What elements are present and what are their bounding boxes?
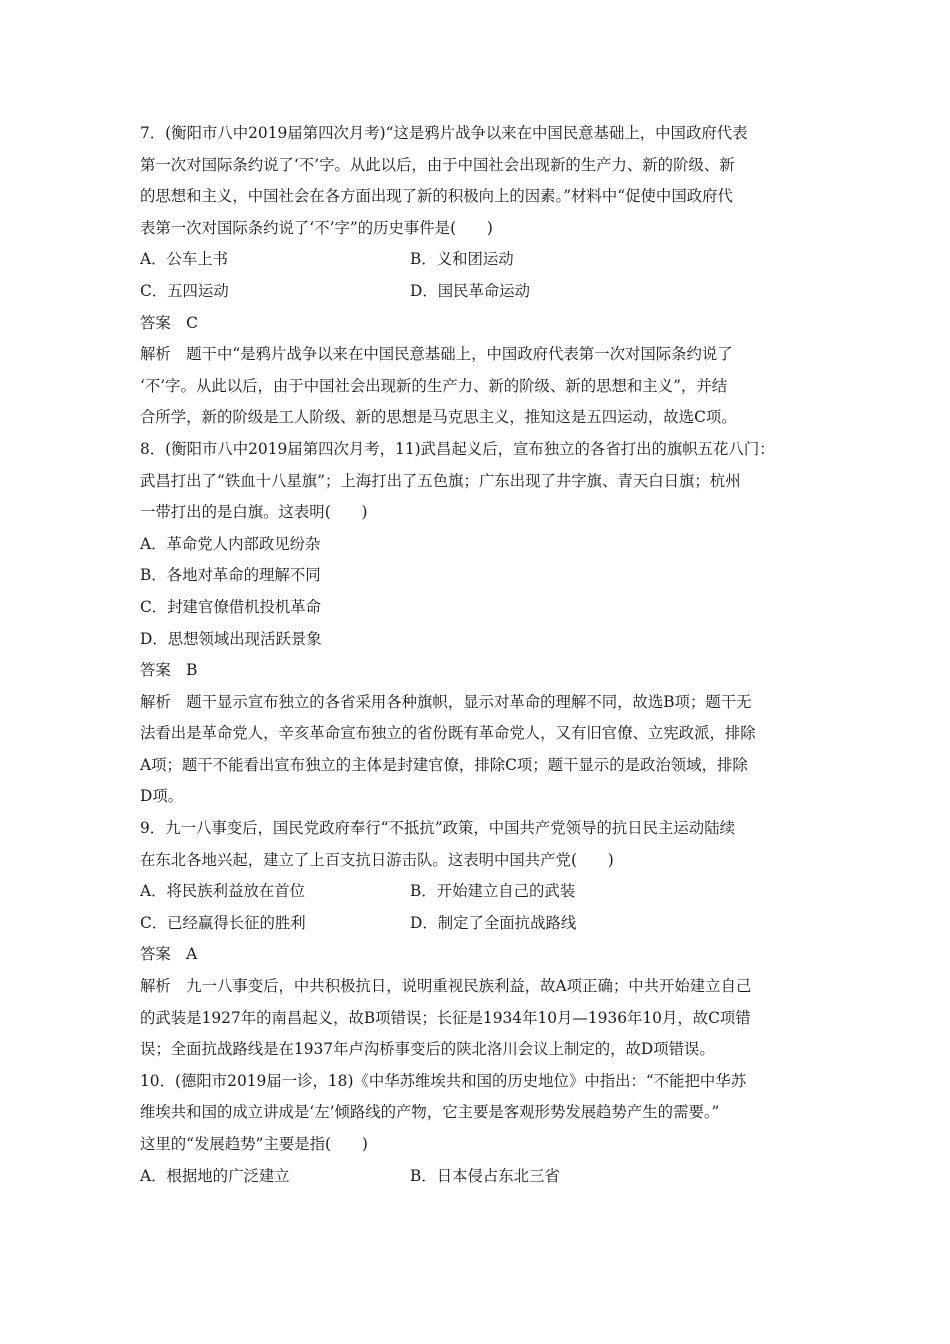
option-a: A．革命党人内部政见纷杂 <box>140 534 321 553</box>
question-stem-line: 7．(衡阳市八中2019届第四次月考)“这是鸦片战争以来在中国民意基础上，中国政府代表 <box>140 124 748 142</box>
option-c: C．五四运动 <box>140 281 229 300</box>
answer-line: 答案 C <box>140 313 198 332</box>
analysis-line: ‘不’字。从此以后，由于中国社会出现新的生产力、新的阶级、新的思想和主义”，并结 <box>140 376 728 395</box>
question-stem-line: 这里的“发展趋势”主要是指( ) <box>140 1135 368 1153</box>
analysis-line: D项。 <box>140 787 184 806</box>
option-c: C．已经赢得长征的胜利 <box>140 913 306 932</box>
question-7 <box>140 118 830 434</box>
question-stem-line: 的思想和主义，中国社会在各方面出现了新的积极向上的因素。”材料中“促使中国政府代 <box>140 187 733 206</box>
option-b: B．日本侵占东北三省 <box>410 1166 560 1185</box>
option-b: B．义和团运动 <box>410 250 514 269</box>
analysis-line: 解析 题干显示宣布独立的各省采用各种旗帜，显示对革命的理解不同，故选B项；题干无 <box>140 692 752 711</box>
analysis-line: A项；题干不能看出宣布独立的主体是封建官僚，排除C项；题干显示的是政治领域，排除 <box>140 755 748 774</box>
question-stem-line: 武昌打出了“铁血十八星旗”；上海打出了五色旗；广东出现了井字旗、青天白日旗；杭州 <box>140 471 741 490</box>
option-b: B．开始建立自己的武装 <box>410 882 576 901</box>
answer-line: 答案 B <box>140 661 198 680</box>
analysis-line: 法看出是革命党人，辛亥革命宣布独立的省份既有革命党人，又有旧官僚、立宪政派，排除 <box>140 724 756 743</box>
option-c: C．封建官僚借机投机革命 <box>140 597 322 616</box>
question-stem-line: 表第一次对国际条约说了‘不’字”的历史事件是( ) <box>140 218 493 237</box>
options-row <box>140 908 830 940</box>
options-row <box>140 276 830 308</box>
question-10 <box>140 1066 830 1192</box>
options-row <box>140 1161 830 1193</box>
question-stem-line: 10．(德阳市2019届一诊，18)《中华苏维埃共和国的历史地位》中指出：“不能把中华苏 <box>140 1071 747 1090</box>
question-stem-line: 8．(衡阳市八中2019届第四次月考，11)武昌起义后，宣布独立的各省打出的旗帜五花八门： <box>140 439 775 458</box>
question-9 <box>140 813 830 1066</box>
option-a: A．根据地的广泛建立 <box>140 1166 290 1185</box>
options-row <box>140 244 830 276</box>
analysis-line: 合所学，新的阶级是工人阶级、新的思想是马克思主义，推知这是五四运动，故选C项。 <box>140 408 737 427</box>
option-a: A．公车上书 <box>140 250 229 269</box>
analysis-line: 的武装是1927年的南昌起义，故B项错误；长征是1934年10月—1936年10月，故C项错 <box>140 1008 751 1027</box>
document-page <box>140 118 830 1192</box>
question-stem-line: 一带打出的是白旗。这表明( ) <box>140 503 368 522</box>
analysis-line: 解析 题干中“是鸦片战争以来在中国民意基础上，中国政府代表第一次对国际条约说了 <box>140 345 733 364</box>
question-stem-line: 第一次对国际条约说了‘不’字。从此以后，由于中国社会出现新的生产力、新的阶级、新 <box>140 155 735 174</box>
question-8 <box>140 434 830 813</box>
analysis-line: 解析 九一八事变后，中共积极抗日，说明重视民族利益，故A项正确；中共开始建立自己 <box>140 977 752 996</box>
question-stem-line: 维埃共和国的成立讲成是‘左’倾路线的产物，它主要是客观形势发展趋势产生的需要。” <box>140 1103 720 1122</box>
option-b: B．各地对革命的理解不同 <box>140 566 321 585</box>
answer-line: 答案 A <box>140 945 198 964</box>
analysis-line: 误；全面抗战路线是在1937年卢沟桥事变后的陕北洛川会议上制定的，故D项错误。 <box>140 1040 715 1059</box>
option-d: D．制定了全面抗战路线 <box>410 913 577 932</box>
option-a: A．将民族利益放在首位 <box>140 882 306 901</box>
option-d: D．思想领域出现活跃景象 <box>140 629 322 648</box>
question-stem-line: 9．九一八事变后，国民党政府奉行“不抵抗”政策，中国共产党领导的抗日民主运动陆续 <box>140 819 735 838</box>
question-stem-line: 在东北各地兴起，建立了上百支抗日游击队。这表明中国共产党( ) <box>140 850 614 869</box>
options-row <box>140 876 830 908</box>
option-d: D．国民革命运动 <box>410 281 531 300</box>
